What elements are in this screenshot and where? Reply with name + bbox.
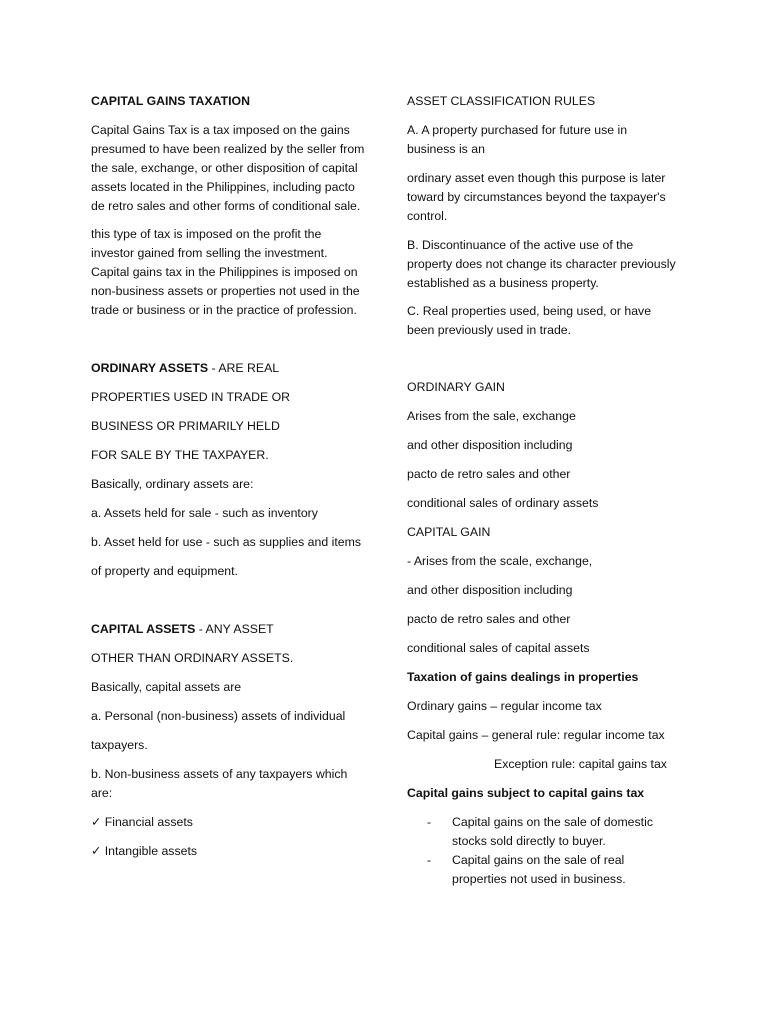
ordinary-gains-tax-line: Ordinary gains – regular income tax [407, 699, 602, 713]
rule-b-paragraph: B. Discontinuance of the active use of the property does not change its character previously established as a business property. [407, 238, 676, 290]
ordinary-gain-line-1: Arises from the sale, exchange [407, 409, 576, 423]
capital-assets-line: OTHER THAN ORDINARY ASSETS. [91, 651, 294, 665]
ordinary-gain-line-2: and other disposition including [407, 438, 573, 452]
ordinary-assets-heading [91, 359, 366, 378]
checkmark-item-financial: ✓ Financial assets [91, 815, 193, 829]
capital-assets-item-b: b. Non-business assets of any taxpayers which are: [91, 767, 348, 800]
bullet-item-domestic-stocks [407, 813, 679, 851]
capital-gain-line-4: conditional sales of capital assets [407, 641, 590, 655]
capital-gain-line-3: pacto de retro sales and other [407, 612, 571, 626]
ordinary-assets-heading-rest: - ARE REAL [208, 361, 280, 375]
capital-gains-taxation-title: CAPITAL GAINS TAXATION [91, 94, 250, 108]
capital-gain-heading: CAPITAL GAIN [407, 525, 491, 539]
capital-gains-bullet-list [407, 813, 679, 889]
bullet-text-domestic-stocks: Capital gains on the sale of domestic stocks sold directly to buyer. [452, 815, 653, 848]
cgt-definition-paragraph: Capital Gains Tax is a tax imposed on the gains presumed to have been realized by the seller from the sale, exchange, or other disposition of capital assets located in the Philippines, including pacto de retro sales and other forms of conditional sale. [91, 123, 365, 213]
ordinary-gain-line-4: conditional sales of ordinary assets [407, 496, 599, 510]
bullet-text-real-properties: Capital gains on the sale of real properties not used in business. [452, 853, 626, 886]
capital-assets-basic-line: Basically, capital assets are [91, 680, 242, 694]
right-column [407, 92, 679, 889]
ordinary-assets-line-1: PROPERTIES USED IN TRADE OR [91, 390, 291, 404]
rule-a-paragraph: A. A property purchased for future use in business is an [407, 123, 628, 156]
taxation-of-gains-heading: Taxation of gains dealings in properties [407, 670, 639, 684]
ordinary-assets-item-a: a. Assets held for sale - such as inventory [91, 506, 318, 520]
ordinary-assets-line-3: FOR SALE BY THE TAXPAYER. [91, 448, 269, 462]
capital-gain-line-2: and other disposition including [407, 583, 573, 597]
checkmark-item-intangible: ✓ Intangible assets [91, 844, 198, 858]
rule-a-continuation: ordinary asset even though this purpose is later toward by circumstances beyond the taxpayer's control. [407, 171, 666, 223]
cgt-profit-paragraph: this type of tax is imposed on the profit the investor gained from selling the investment. Capital gains tax in the Philippines is imposed on non-business assets or properties not used in the trade or business or in the practice of profession. [91, 227, 360, 317]
ordinary-assets-line-2: BUSINESS OR PRIMARILY HELD [91, 419, 280, 433]
bullet-item-real-properties [407, 851, 679, 889]
exception-rule-line: Exception rule: capital gains tax [494, 757, 667, 771]
dash-marker: - [427, 853, 432, 867]
capital-assets-label: CAPITAL ASSETS [91, 622, 196, 636]
capital-assets-heading-rest: - ANY ASSET [195, 622, 274, 636]
ordinary-gain-line-3: pacto de retro sales and other [407, 467, 571, 481]
capital-assets-heading [91, 620, 366, 639]
asset-classification-rules-title: ASSET CLASSIFICATION RULES [407, 94, 596, 108]
ordinary-assets-item-b-cont: of property and equipment. [91, 564, 238, 578]
capital-assets-item-a: a. Personal (non-business) assets of individual [91, 709, 346, 723]
rule-c-paragraph: C. Real properties used, being used, or have been previously used in trade. [407, 304, 652, 337]
ordinary-assets-basic-line: Basically, ordinary assets are: [91, 477, 254, 491]
dash-marker: - [427, 815, 432, 829]
left-column [91, 92, 366, 861]
capital-gain-line-1: - Arises from the scale, exchange, [407, 554, 593, 568]
ordinary-gain-heading: ORDINARY GAIN [407, 380, 505, 394]
capital-gains-general-rule-line: Capital gains – general rule: regular income tax [407, 728, 665, 742]
capital-assets-item-a-cont: taxpayers. [91, 738, 148, 752]
capital-gains-subject-heading: Capital gains subject to capital gains tax [407, 786, 645, 800]
ordinary-assets-label: ORDINARY ASSETS [91, 361, 209, 375]
ordinary-assets-item-b: b. Asset held for use - such as supplies and items [91, 535, 361, 549]
